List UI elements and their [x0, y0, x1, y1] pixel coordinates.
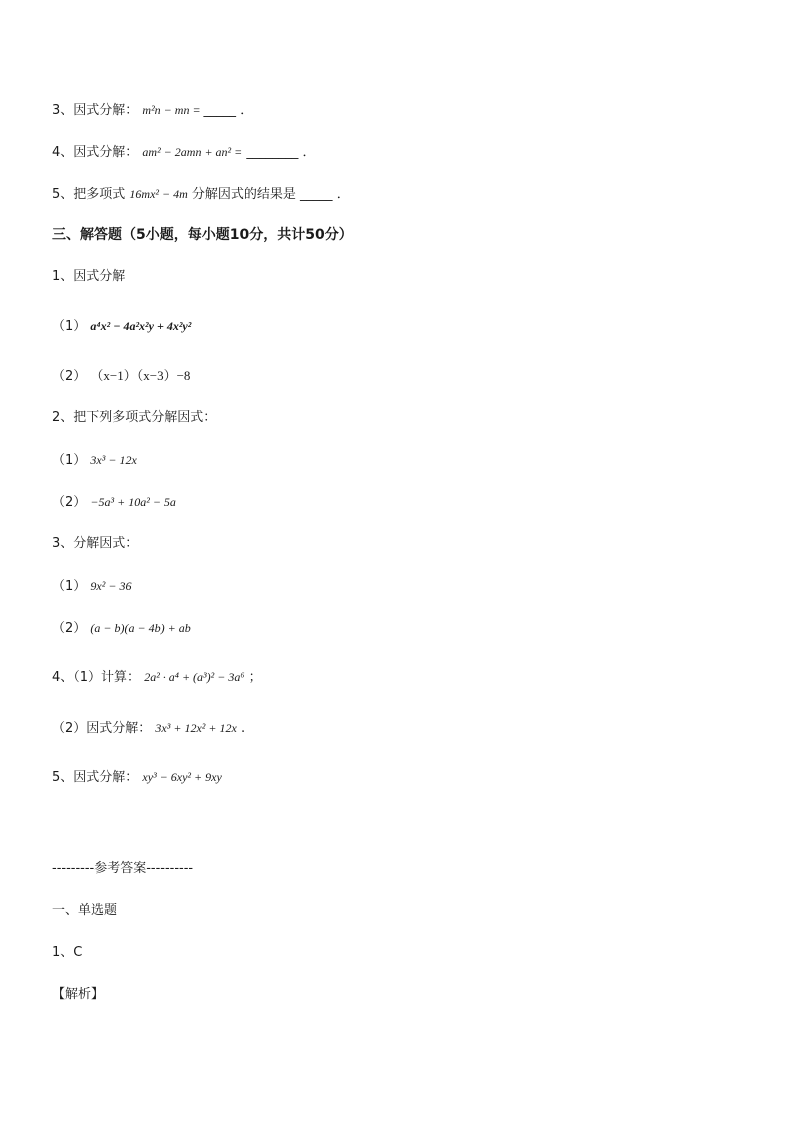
- fill-question-3-suffix: ．: [240, 103, 254, 118]
- s3-question-2-part-2-expression: −5a³ + 10a² − 5a: [90, 495, 176, 509]
- s3-question-2-part-1-label: （1）: [52, 453, 87, 468]
- fill-question-5-middle: 分解因式的结果是: [191, 187, 301, 202]
- fill-question-5: [52, 185, 350, 204]
- s3-question-1-part-1-expression: a⁴x² − 4a²x²y + 4x²y²: [90, 319, 192, 333]
- s3-question-4-part-1-expression: 2a² · a⁴ + (a³)² − 3a⁶: [144, 670, 245, 684]
- analysis-label: 【解析】: [52, 987, 105, 1002]
- s3-question-4-part-2: [52, 719, 245, 738]
- s3-question-3-part-1-label: （1）: [52, 579, 87, 594]
- fill-question-3-blank: _____: [203, 103, 237, 118]
- s3-question-3-part-1-expression: 9x² − 36: [90, 579, 132, 593]
- s3-question-3-part-2-expression: (a − b)(a − 4b) + ab: [90, 621, 191, 635]
- fill-question-4-expression: am² − 2amn + an² =: [142, 145, 243, 159]
- fill-question-4-suffix: ．: [302, 145, 316, 160]
- fill-question-5-suffix: ．: [336, 187, 350, 202]
- fill-question-4-prefix: 4、因式分解：: [52, 145, 139, 160]
- s3-question-1-part-2-expression: （x−1）（x−3）−8: [90, 368, 191, 383]
- s3-question-1-label: 1、因式分解: [52, 269, 126, 284]
- s3-question-4-part-1: [52, 668, 262, 687]
- answers-divider: ---------参考答案----------: [52, 861, 194, 876]
- s3-question-2-part-1: [52, 451, 137, 470]
- s3-question-4-part-2-label: （2）因式分解：: [52, 721, 152, 736]
- fill-question-3-expression: m²n − mn =: [142, 103, 204, 117]
- s3-question-5: [52, 768, 222, 787]
- s3-question-2-part-1-expression: 3x³ − 12x: [90, 453, 137, 467]
- fill-question-3-prefix: 3、因式分解：: [52, 103, 139, 118]
- s3-question-4-part-1-label: 4、（1）计算：: [52, 670, 141, 685]
- s3-question-5-expression: xy³ − 6xy² + 9xy: [142, 770, 222, 784]
- s3-question-3-part-2-label: （2）: [52, 621, 87, 636]
- s3-question-1-part-1-label: （1）: [52, 319, 87, 334]
- section-3-title: 三、解答题（5小题，每小题10分，共计50分）: [52, 227, 353, 243]
- s3-question-3-label: 3、分解因式：: [52, 536, 139, 551]
- answers-section-1-title: 一、单选题: [52, 903, 118, 918]
- s3-question-4-part-1-suffix: ；: [248, 670, 262, 685]
- fill-question-5-expression: 16mx² − 4m: [129, 187, 188, 201]
- fill-question-5-prefix: 5、把多项式: [52, 187, 130, 202]
- s3-question-2-label: 2、把下列多项式分解因式：: [52, 410, 217, 425]
- s3-question-3-part-1: [52, 577, 131, 596]
- s3-question-1-part-2: [52, 367, 190, 386]
- s3-question-3-part-2: [52, 619, 191, 638]
- fill-question-4: [52, 143, 316, 162]
- s3-question-4-part-2-suffix: .: [240, 721, 246, 736]
- s3-question-5-label: 5、因式分解：: [52, 770, 139, 785]
- s3-question-2-part-2-label: （2）: [52, 495, 87, 510]
- s3-question-4-part-2-expression: 3x³ + 12x² + 12x: [155, 721, 237, 735]
- fill-question-4-blank: ________: [246, 145, 299, 160]
- s3-question-2-part-2: [52, 493, 176, 512]
- s3-question-1-part-2-label: （2）: [52, 369, 87, 384]
- answer-1: 1、C: [52, 945, 83, 960]
- fill-question-3: [52, 101, 253, 120]
- fill-question-5-blank: _____: [300, 187, 333, 202]
- s3-question-1-part-1: [52, 317, 191, 336]
